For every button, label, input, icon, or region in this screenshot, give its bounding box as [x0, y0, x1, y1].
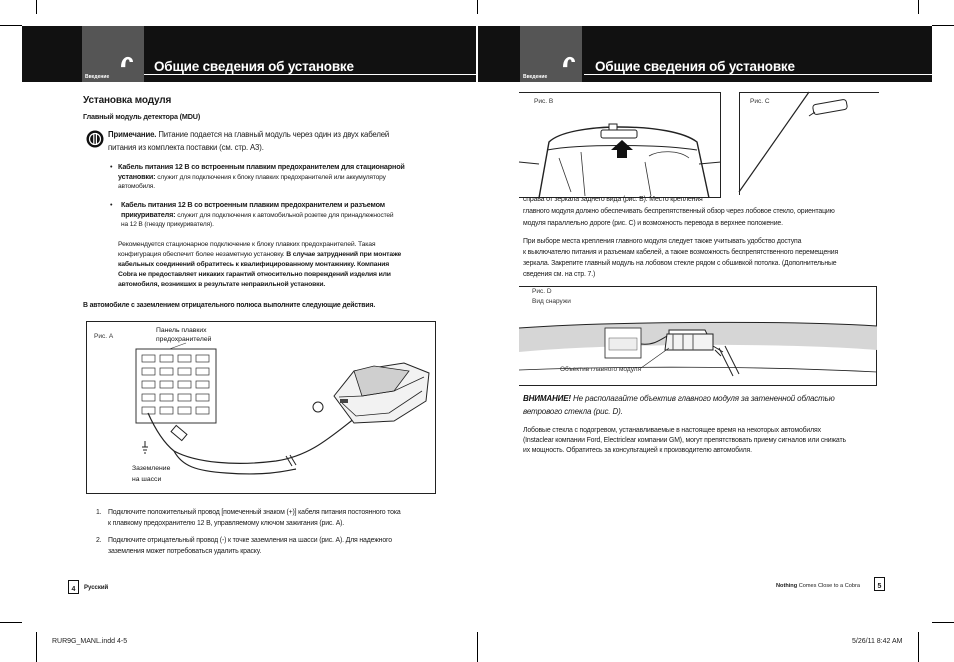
step-text: Подключите положительный провод [помеченный знаком (+)] кабеля питания постоянного тока [108, 509, 401, 516]
ground-heading: В автомобиле с заземлением отрицательного полюса выполните следующие действия. [83, 302, 376, 309]
fuse-slot [142, 381, 155, 388]
crop-mark [36, 0, 37, 14]
crop-mark [36, 632, 37, 662]
step-text: к плавкому предохранителю 12 В, управляемому ключом зажигания (рис. А). [108, 520, 345, 527]
crop-mark [0, 25, 22, 26]
fuse-slot [160, 407, 173, 414]
fuse-slot [160, 381, 173, 388]
fuse-panel-diagram [86, 321, 436, 494]
header-rule [144, 74, 476, 75]
crop-mark [918, 0, 919, 14]
recommend-bold: кабельных соединений обратитесь к квалифицированному монтажнику. Компания [118, 261, 390, 268]
ground-label: на шасси [132, 476, 162, 483]
bullet-desc: служит для подключения к автомобильной розетке для принадлежностей [177, 212, 394, 219]
fuse-slot [196, 394, 209, 401]
fuse-panel-label: Панель плавких [156, 327, 207, 334]
fuse-slot [196, 381, 209, 388]
page-number: 5 [874, 577, 885, 591]
bullet-desc: служит для подключения к блоку плавких предохранителей или аккумулятору [157, 174, 386, 181]
figure-label: Рис. C [750, 98, 770, 105]
fuse-slot [196, 355, 209, 362]
note-text: питания из комплекта поставки (см. стр. A3). [108, 143, 264, 152]
crop-mark [918, 632, 919, 662]
cobra-logo-icon [120, 56, 134, 68]
fuse-slot [178, 394, 191, 401]
slug-date: 5/26/11 8:42 AM [852, 638, 903, 645]
page-number: 4 [68, 580, 79, 594]
recommend-bold: В случае затруднений при монтаже [286, 251, 402, 258]
ground-label: Заземление [132, 465, 171, 472]
recommend-bold: Cobra не предоставляет никаких гарантий относительно повреждений изделия или [118, 271, 391, 278]
note-text: Питание подается на главный модуль через один из двух кабелей [158, 130, 390, 139]
bullet-term: прикуривателя: [121, 210, 176, 219]
bullet-text: на 12 В (гнезду прикуривателя). [121, 221, 214, 228]
lens-label: Объектив главного модуля [560, 366, 642, 373]
paragraph-3: (Instaclear компании Ford, Electriclear компании GM), могут препятствовать приему сигналов или снижать [523, 437, 846, 444]
crop-mark [932, 622, 954, 623]
page-title: Общие сведения об установке [154, 59, 354, 74]
header-rule [584, 74, 932, 75]
recommend-bold: автомобиля, возникших в результате неправильной установки. [118, 281, 326, 288]
paragraph-3: Лобовые стекла с подогревом, устанавливаемые в настоящее время на некоторых автомобилях [523, 427, 821, 434]
section-tab-label: Введение [85, 74, 110, 80]
fuse-slot [142, 355, 155, 362]
page-title: Общие сведения об установке [595, 59, 795, 74]
fuse-slot [178, 368, 191, 375]
paragraph-2: сведения см. на стр. 7.) [523, 271, 596, 278]
figure-sublabel: Вид снаружи [532, 298, 571, 305]
windshield-diagram [519, 92, 721, 198]
module-parallel-diagram [739, 92, 879, 198]
warning-line: Не располагайте объектив главного модуля за затененной областью [573, 394, 835, 403]
paragraph-1: главного модуля должно обеспечивать беспрепятственный обзор через лобовое стекло, ориентацию [523, 208, 835, 215]
bullet-text: автомобиля. [118, 183, 155, 190]
footer-slogan [776, 583, 860, 589]
figure-label: Рис. D [532, 288, 552, 295]
warning-label: ВНИМАНИЕ! [523, 394, 571, 403]
note-label: Примечание. [108, 130, 157, 139]
subheading: Главный модуль детектора (MDU) [83, 112, 201, 121]
warning-line: ветрового стекла (рис. D). [523, 407, 623, 416]
bullet-dot: • [110, 200, 113, 209]
fuse-slot [160, 355, 173, 362]
bullet-dot: • [110, 162, 113, 171]
fuse-slot [160, 394, 173, 401]
fuse-slot [142, 368, 155, 375]
slogan-rest: Comes Close to a Cobra [798, 583, 860, 589]
step-text: Подключите отрицательный провод (-) к точке заземления на шасси (рис. А). Для надежного [108, 537, 392, 544]
paragraph-3: их мощность. Обратитесь за консультацией к производителю автомобиля. [523, 447, 752, 454]
fuse-slot [196, 407, 209, 414]
figure-label: Рис. A [94, 333, 114, 340]
note-icon [86, 130, 104, 148]
slug-file: RUR9G_MANL.indd 4-5 [52, 638, 128, 645]
warning-text [523, 394, 835, 404]
slogan-bold: Nothing [776, 583, 798, 589]
fuse-slot [178, 355, 191, 362]
bullet-term: установки: [118, 172, 156, 181]
crop-mark [477, 0, 478, 14]
paragraph-1: справа от зеркала заднего вида (рис. B). Место крепления [523, 196, 703, 203]
fuse-slot [178, 381, 191, 388]
footer-language: Русский [84, 585, 109, 591]
step-text: заземления может потребоваться удалить краску. [108, 548, 262, 555]
section-heading: Установка модуля [83, 95, 172, 106]
fuse-slot [196, 368, 209, 375]
fuse-slot [160, 368, 173, 375]
cobra-logo-icon [562, 56, 576, 68]
step-number: 1. [96, 509, 102, 516]
fuse-slot [178, 407, 191, 414]
crop-mark [932, 25, 954, 26]
bullet-text: Кабель питания 12 В со встроенным плавким предохранителем для стационарной [118, 162, 405, 171]
note-paragraph [108, 130, 389, 140]
section-tab-label: Введение [523, 74, 548, 80]
recommend-text: Рекомендуется стационарное подключение к блоку плавких предохранителей. Такая [118, 241, 376, 248]
paragraph-2: к выключателю питания и разъемам кабелей, а также возможность беспрепятственного перемещения [523, 249, 839, 256]
recommend-text: конфигурация обеспечит более незаметную установку. [118, 251, 285, 258]
step-number: 2. [96, 537, 102, 544]
crop-mark [477, 632, 478, 662]
paragraph-2: При выборе места крепления главного модуля следует также учитывать удобство доступа [523, 238, 802, 245]
fuse-panel-label: предохранителей [156, 336, 212, 343]
paragraph-1: модуля параллельно дороге (рис. C) и возможность перевода в верхнее положение. [523, 220, 783, 227]
figure-label: Рис. B [534, 98, 554, 105]
recommend-text [118, 250, 401, 260]
bullet-text: Кабель питания 12 В со встроенным плавким предохранителем и разъемом [121, 200, 385, 209]
bullet-text [118, 172, 386, 183]
paragraph-2: зеркала. Закрепите главный модуль на лобовом стекле рядом с обшивкой потолка. (Дополнительные [523, 260, 837, 267]
fuse-slot [142, 394, 155, 401]
crop-mark [0, 622, 22, 623]
